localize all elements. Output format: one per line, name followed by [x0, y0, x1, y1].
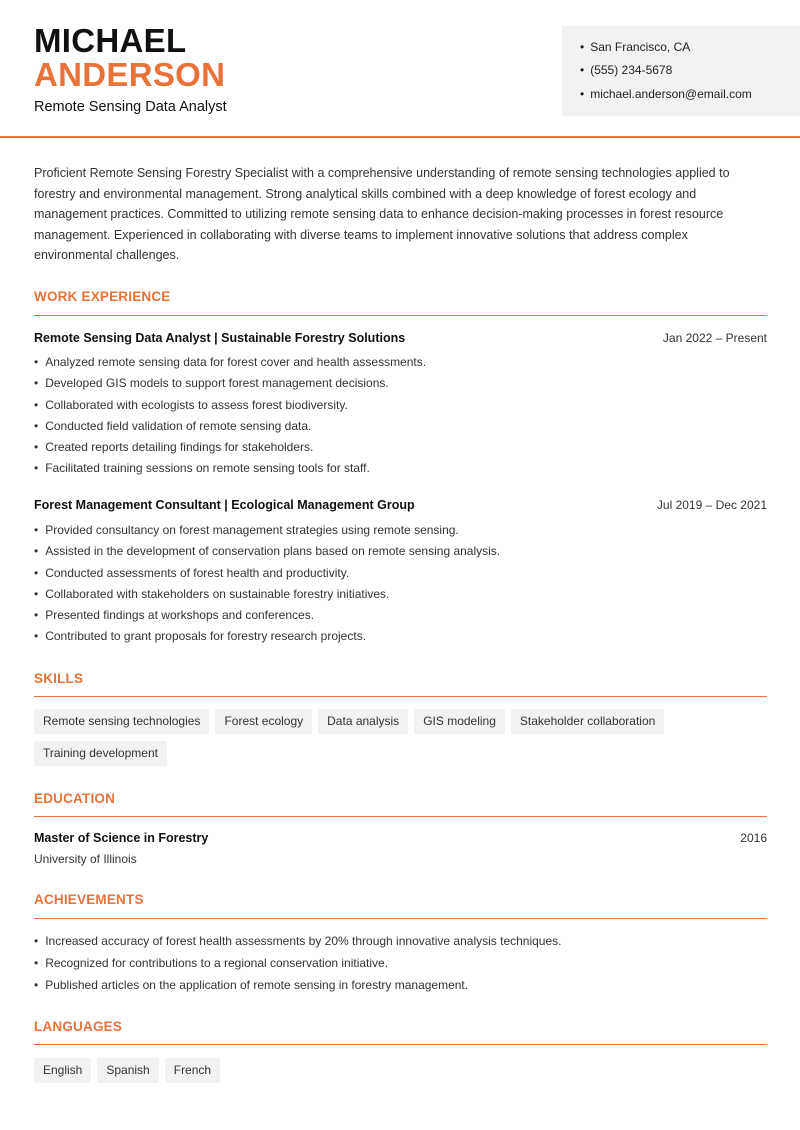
bullet-item: • Collaborated with ecologists to assess forest biodiversity.: [34, 395, 764, 416]
job-bullets: [34, 520, 764, 648]
languages-list: [34, 1058, 774, 1090]
bullet-item: • Conducted field validation of remote sensing data.: [34, 416, 764, 437]
bullet-item: • Created reports detailing findings for stakeholders.: [34, 437, 764, 458]
section-divider: [34, 315, 767, 316]
school: University of Illinois: [34, 852, 137, 866]
language-tag: Spanish: [97, 1058, 158, 1083]
resume-header: [0, 0, 800, 137]
section-divider: [34, 1044, 767, 1045]
section-title-skills: SKILLS: [34, 671, 84, 686]
bullet-item: • Assisted in the development of conservation plans based on remote sensing analysis.: [34, 541, 764, 562]
skill-tag: Training development: [34, 741, 167, 766]
contact-box: [562, 26, 800, 116]
language-tag: French: [165, 1058, 220, 1083]
contact-location: • San Francisco, CA: [580, 40, 690, 54]
bullet-item: • Developed GIS models to support forest management decisions.: [34, 373, 764, 394]
skill-tag: GIS modeling: [414, 709, 505, 734]
job-role: Remote Sensing Data Analyst | Sustainable Forestry Solutions: [34, 331, 406, 345]
bullet-item: • Conducted assessments of forest health and productivity.: [34, 563, 764, 584]
skill-tag: Stakeholder collaboration: [511, 709, 664, 734]
degree: Master of Science in Forestry: [34, 831, 209, 845]
bullet-item: • Analyzed remote sensing data for forest cover and health assessments.: [34, 352, 764, 373]
section-title-languages: LANGUAGES: [34, 1019, 123, 1034]
header-divider: [0, 136, 800, 138]
section-title-work: WORK EXPERIENCE: [34, 289, 171, 304]
skills-list: [34, 709, 774, 773]
section-divider: [34, 696, 767, 697]
section-divider: [34, 816, 767, 817]
bullet-item: • Contributed to grant proposals for forestry research projects.: [34, 626, 764, 647]
education-year: 2016: [740, 831, 767, 845]
section-divider: [34, 918, 767, 919]
contact-email[interactable]: • michael.anderson@email.com: [580, 87, 752, 101]
first-name: MICHAEL: [34, 22, 187, 59]
section-title-achievements: ACHIEVEMENTS: [34, 892, 144, 907]
summary-paragraph: Proficient Remote Sensing Forestry Specialist with a comprehensive understanding of remote sensing technologies applied to forestry and environmental management. Strong analytical skills combined with a deep knowledge of forest ecology and management practices. Committed to utilizing remote sensing data to enhance decision-making processes in forest resource management. Experienced in collaborating with diverse teams to implement innovative solutions that address complex environmental challenges.: [34, 166, 730, 262]
contact-phone: • (555) 234-5678: [580, 63, 672, 77]
last-name: ANDERSON: [34, 56, 226, 93]
bullet-item: • Collaborated with stakeholders on sustainable forestry initiatives.: [34, 584, 764, 605]
bullet-item: • Recognized for contributions to a regional conservation initiative.: [34, 952, 764, 974]
skill-tag: Remote sensing technologies: [34, 709, 209, 734]
job-role: Forest Management Consultant | Ecological Management Group: [34, 498, 415, 512]
job-bullets: [34, 352, 764, 480]
skill-tag: Forest ecology: [215, 709, 312, 734]
bullet-item: • Increased accuracy of forest health assessments by 20% through innovative analysis techniques.: [34, 930, 764, 952]
skill-tag: Data analysis: [318, 709, 408, 734]
section-title-education: EDUCATION: [34, 791, 116, 806]
job-dates: Jul 2019 – Dec 2021: [656, 498, 767, 512]
bullet-item: • Published articles on the application of remote sensing in forestry management.: [34, 974, 764, 996]
bullet-item: • Facilitated training sessions on remote sensing tools for staff.: [34, 458, 764, 479]
job-dates: Jan 2022 – Present: [662, 331, 767, 345]
language-tag: English: [34, 1058, 91, 1083]
achievements-list: [34, 930, 764, 996]
bullet-item: • Presented findings at workshops and conferences.: [34, 605, 764, 626]
bullet-item: • Provided consultancy on forest management strategies using remote sensing.: [34, 520, 764, 541]
job-title: Remote Sensing Data Analyst: [34, 99, 227, 115]
